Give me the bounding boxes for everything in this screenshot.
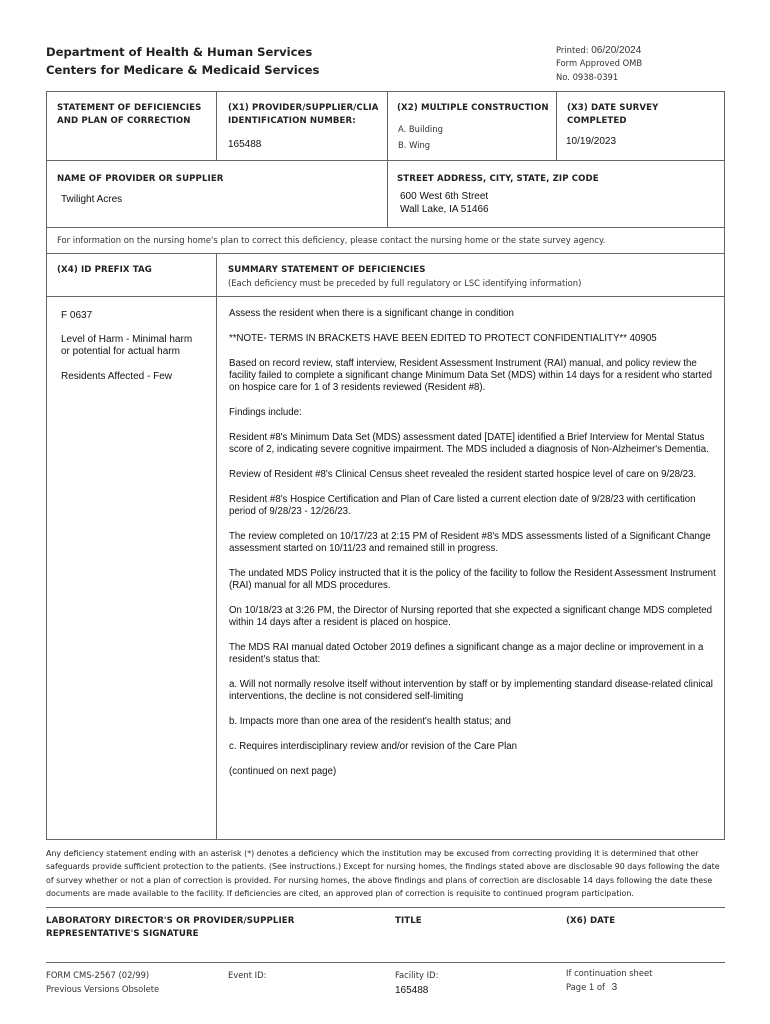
provider-id-label: (X1) PROVIDER/SUPPLIER/CLIA IDENTIFICATION NUMBER: [228,103,379,126]
paragraph-note: **NOTE- TERMS IN BRACKETS HAVE BEEN EDITED TO PROTECT CONFIDENTIALITY** 40905 [229,333,657,344]
row2-bottom [46,227,725,228]
facility-id-label: Facility ID: [395,970,439,980]
info-row-bottom [46,253,725,254]
address-line1: 600 West 6th Street [400,191,489,202]
paragraph-title: Assess the resident when there is a significant change in condition [229,308,514,319]
signature-top-line [46,907,725,908]
summary-sublabel: (Each deficiency must be preceded by full regulatory or LSC identifying information) [228,278,582,288]
box-left-border [46,91,47,840]
construction-label: (X2) MULTIPLE CONSTRUCTION [397,103,549,113]
title-label: TITLE [395,916,422,926]
provider-id-value: 165488 [228,139,262,150]
department-title: Department of Health & Human Services [46,45,313,59]
date-survey-label: (X3) DATE SURVEY COMPLETED [567,103,659,126]
wing-label: B. Wing [398,140,431,150]
box-right-border [724,91,725,840]
paragraph-review: The review completed on 10/17/23 at 2:15 PM of Resident #8's MDS assessments listed of a Significant Change assessment started on 10/11/23 and remained still in progress. [229,531,711,554]
table-column-divider [216,253,217,840]
paragraph-mds: Resident #8's Minimum Data Set (MDS) assessment dated [DATE] identified a Brief Interview for Mental Status score of 2, indicating severe cognitive impairment. The MDS included a diagnosis of Non-Alzheimer's Dementia. [229,432,709,455]
row1-divider-2 [387,91,388,160]
disclaimer: Any deficiency statement ending with an asterisk (*) denotes a deficiency which the institution may be excused from correcting providing it is determined that other safeguards provide sufficient protection to the patients. (See instructions.) Except for nursing homes, the findings stated above are disclosable 90 days following the date of survey whether or not a plan of correction is provided. For nursing homes, the above findings and plans of correction are disclosable 14 days following the date these documents are made available to the facility. If deficiencies are cited, an approved plan of correction is requisite to continued program participation. [46,849,720,898]
page-label: Page 1 of [566,982,605,992]
provider-name-value: Twilight Acres [61,194,123,205]
row2-divider [387,160,388,227]
statement-label: STATEMENT OF DEFICIENCIES AND PLAN OF CORRECTION [57,103,202,126]
summary-label: SUMMARY STATEMENT OF DEFICIENCIES [228,265,426,275]
summary-body [229,308,719,791]
lab-director-label: LABORATORY DIRECTOR'S OR PROVIDER/SUPPLIER REPRESENTATIVE'S SIGNATURE [46,916,295,939]
paragraph-findings-include: Findings include: [229,407,302,418]
centers-title: Centers for Medicare & Medicaid Services [46,63,320,77]
paragraph-don: On 10/18/23 at 3:26 PM, the Director of Nursing reported that she expected a significant change MDS completed within 14 days after a resident is placed on hospice. [229,605,713,628]
printed-label: Printed: [556,45,589,55]
address-line2: Wall Lake, IA 51466 [400,204,489,215]
paragraph-continued: (continued on next page) [229,766,337,777]
info-note: For information on the nursing home's plan to correct this deficiency, please contact the nursing home or the state survey agency. [57,235,606,245]
building-label: A. Building [398,124,443,134]
deficiency-tag: F 0637 [61,310,93,321]
paragraph-finding: Based on record review, staff interview, Resident Assessment Instrument (RAI) manual, and policy review the facility failed to complete a significant change Minimum Data Set (MDS) within 14 days for a resident who started on hospice care for 1 of 3 residents reviewed (Resident #8). [229,358,712,393]
provider-name-label: NAME OF PROVIDER OR SUPPLIER [57,174,224,184]
page-total: 3 [611,982,618,993]
row1-bottom [46,160,725,161]
paragraph-census: Review of Resident #8's Clinical Census sheet revealed the resident started hospice level of care on 9/28/23. [229,469,697,480]
paragraph-item-b: b. Impacts more than one area of the resident's health status; and [229,716,511,727]
form-number: FORM CMS-2567 (02/99) [46,970,150,980]
prefix-tag-label: (X4) ID PREFIX TAG [57,265,152,275]
row1-divider-1 [216,91,217,160]
box-top-border [46,91,725,92]
level-of-harm: Level of Harm - Minimal harm or potential for actual harm [61,334,193,357]
box-bottom-border [46,839,725,840]
event-id-label: Event ID: [228,970,267,980]
date-label: (X6) DATE [566,916,616,926]
paragraph-item-a: a. Will not normally resolve itself without intervention by staff or by implementing standard disease-related clinical interventions, the decline is not considered self-limiting [229,679,713,702]
paragraph-policy: The undated MDS Policy instructed that it is the policy of the facility to follow the Resident Assessment Instrument (RAI) manual for all MDS procedures. [229,568,716,591]
omb-number: No. 0938-0391 [556,72,619,82]
address-label: STREET ADDRESS, CITY, STATE, ZIP CODE [397,174,599,184]
table-header-bottom [46,296,725,297]
residents-affected: Residents Affected - Few [61,371,172,382]
facility-id-value: 165488 [395,985,429,996]
footer-top-line [46,962,725,963]
paragraph-item-c: c. Requires interdisciplinary review and/or revision of the Care Plan [229,741,518,752]
page-indicator [566,982,617,993]
printed-date: 06/20/2024 [591,45,642,56]
survey-date-value: 10/19/2023 [566,136,617,147]
continuation-label: If continuation sheet [566,968,653,978]
paragraph-hospice: Resident #8's Hospice Certification and Plan of Care listed a current election date of 9/28/23 with certification period of 9/28/23 - 12/26/23. [229,494,696,517]
row1-divider-3 [556,91,557,160]
printed-info [556,45,641,56]
previous-versions: Previous Versions Obsolete [46,984,160,994]
paragraph-rai: The MDS RAI manual dated October 2019 defines a significant change as a major decline or improvement in a resident's status that: [229,642,704,665]
form-approved: Form Approved OMB [556,58,643,68]
